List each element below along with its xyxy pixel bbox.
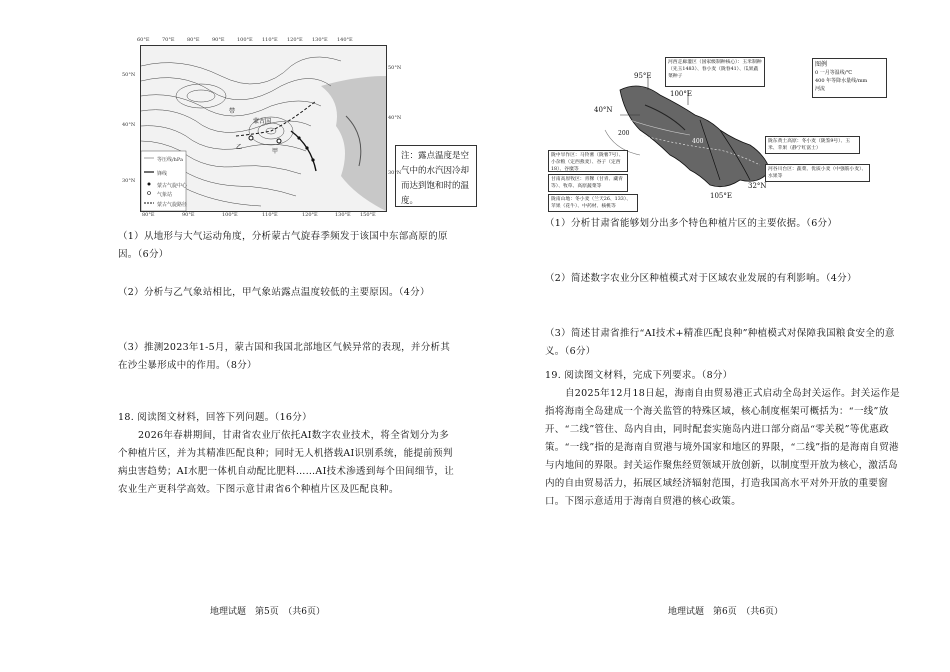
gansu-map-legend	[812, 58, 887, 98]
lat-32-label: 32°N	[748, 182, 767, 190]
q18-part3: （3）简述甘肃省推行“AI技术+精准匹配良种”种植模式对保障我国粮食安全的意义。（6分）	[545, 328, 895, 357]
legend-isotherm: 0 一月等温线/℃	[815, 70, 853, 76]
q19-title: 19. 阅读图文材料，完成下列要求。（8分）	[545, 370, 733, 381]
q18-title: 18. 阅读图文材料，回答下列问题。（16分）	[118, 412, 312, 423]
map1-top-lon: 70°E	[162, 37, 175, 43]
map1-top-lon: 60°E	[137, 37, 150, 43]
q19-body: 自2025年12月18日起，海南自由贸易港正式启动全岛封关运作。封关运作是指将海南全岛建成一个海关监管的特殊区域，核心制度框架可概括为：“一线”放开、“二线”管住、岛内自由，同时配套实施岛内进口部分商品“零关税”等优惠政策。“一线”指的是海南自贸港与境外国家和地区的界限，“二线”指的是海南自贸港与内地间的界限。封关运作聚焦经贸领域开放创新，以制度型开放为核心，激活岛内的自由贸易活力，拓展区域经济辐射范围，打造我国高水平对外开放的重要窗口。下图示意适用于海南自贸港的核心政策。	[545, 388, 900, 507]
map1-left-lat: 30°N	[122, 178, 136, 184]
map1-top-lon: 90°E	[212, 37, 225, 43]
zone-longdong-box: 陇东黄土高原：冬小麦（陇鉴9号）、玉米、苹果（静宁红富士）	[765, 136, 860, 154]
map1-right-lat: 40°N	[388, 115, 402, 121]
map1-left-lat: 40°N	[122, 122, 136, 128]
legend-station-label: 气象站	[157, 192, 173, 198]
legend-title: 图例	[815, 61, 828, 68]
contour-200-label: 200	[618, 130, 630, 137]
zone-gannan-box: 甘南高原牧区：青稞（甘青、藏青等）、牧草、高原蔬菜等	[548, 174, 628, 192]
station-jia-label: 甲	[272, 148, 279, 155]
map1-bottom-lon: 120°E	[302, 212, 318, 218]
q17-part2: （2）分析与乙气象站相比，甲气象站露点温度较低的主要原因。（4分）	[118, 287, 430, 298]
map1-top-lon: 140°E	[337, 37, 353, 43]
place-mongolia: 蒙古国	[253, 118, 272, 125]
map1-bottom-lon: 90°E	[182, 212, 195, 218]
q17-part1: （1）从地形与大气运动角度，分析蒙古气旋春季频发于该国中东部高原的原因。（6分）	[118, 231, 448, 260]
map1-bottom-lon: 100°E	[222, 212, 238, 218]
page-footer-right: 地理试题 第6页 （共6页）	[668, 607, 783, 617]
map1-top-lon: 110°E	[262, 37, 278, 43]
q17-part3: （3）推测2023年1-5月，蒙古国和我国北部地区气候异常的表现，并分析其在沙尘暴形成中的作用。（8分）	[118, 342, 451, 371]
zone-longnan-box: 陇南山地：冬小麦（兰天26、133）、苹果（花牛）、中药材、核桃等	[548, 194, 638, 212]
band-label: 带	[229, 108, 236, 115]
legend-front-label: 锋线	[157, 171, 168, 177]
lon-95-label: 95°E	[634, 72, 652, 80]
lon-100-label: 100°E	[670, 90, 692, 98]
map1-top-lon: 130°E	[312, 37, 328, 43]
map1-bottom-lon: 150°E	[360, 212, 376, 218]
map1-bottom-lon: 130°E	[335, 212, 351, 218]
legend-isohyet: 400 年等降水量线/mm	[815, 78, 868, 84]
map1-right-lat: 30°N	[388, 170, 402, 176]
weather-map	[140, 45, 387, 212]
map1-bottom-lon: 110°E	[262, 212, 278, 218]
zone-zhongbu-box: 陇中旱作区：马铃薯（陇薯7号）、小杂粮（定西燕麦）、谷子（定西18）、谷糜等	[548, 150, 628, 172]
station-yi-label: 乙	[236, 144, 243, 151]
zone-hegu-box: 河谷川台区：蔬菜、优质小麦（中强筋小麦）、水果等	[765, 164, 870, 182]
q18-part2: （2）简述数字农业分区种植模式对于区域农业发展的有利影响。（4分）	[545, 273, 857, 284]
zone-hexi-box: 河西走廊灌区（国家级制种核心）：玉米制种（先玉1483）、春小麦（陇春41）、瓜果蔬菜种子	[665, 57, 765, 87]
legend-cyclone-center-label: 蒙古气旋中心	[157, 183, 188, 189]
map1-top-lon: 120°E	[287, 37, 303, 43]
q18-body: 2026年春耕期间，甘肃省农业厅依托AI数字农业技术，将全省划分为多个种植片区，并为其精准匹配良种；同时无人机搭载AI识别系统，能提前预判病虫害趋势；AI水肥一体机自动配比肥料……AI技术渗透到每个田间细节，让农业生产更科学高效。下图示意甘肃省6个种植片区及匹配良种。	[118, 430, 455, 495]
map1-top-lon: 100°E	[237, 37, 253, 43]
page-footer-left: 地理试题 第5页 （共6页）	[210, 607, 325, 617]
dew-point-note: 注：露点温度是空气中的水汽因冷却而达到饱和时的温度。	[395, 145, 477, 207]
map1-left-lat: 50°N	[122, 72, 136, 78]
map1-top-lon: 80°E	[187, 37, 200, 43]
legend-river: 河流	[815, 86, 826, 92]
map1-right-lat: 50°N	[388, 65, 402, 71]
legend-path-label: 蒙古气旋路径	[157, 202, 188, 208]
map1-bottom-lon: 80°E	[142, 212, 155, 218]
contour-400-label: 400	[692, 138, 704, 145]
legend-isobar-label: 等压线/hPa	[157, 157, 184, 163]
lon-105-label: 105°E	[710, 192, 732, 200]
lat-40-label: 40°N	[594, 106, 613, 114]
q18-part1: （1）分析甘肃省能够划分出多个特色种植片区的主要依据。（6分）	[545, 218, 838, 229]
